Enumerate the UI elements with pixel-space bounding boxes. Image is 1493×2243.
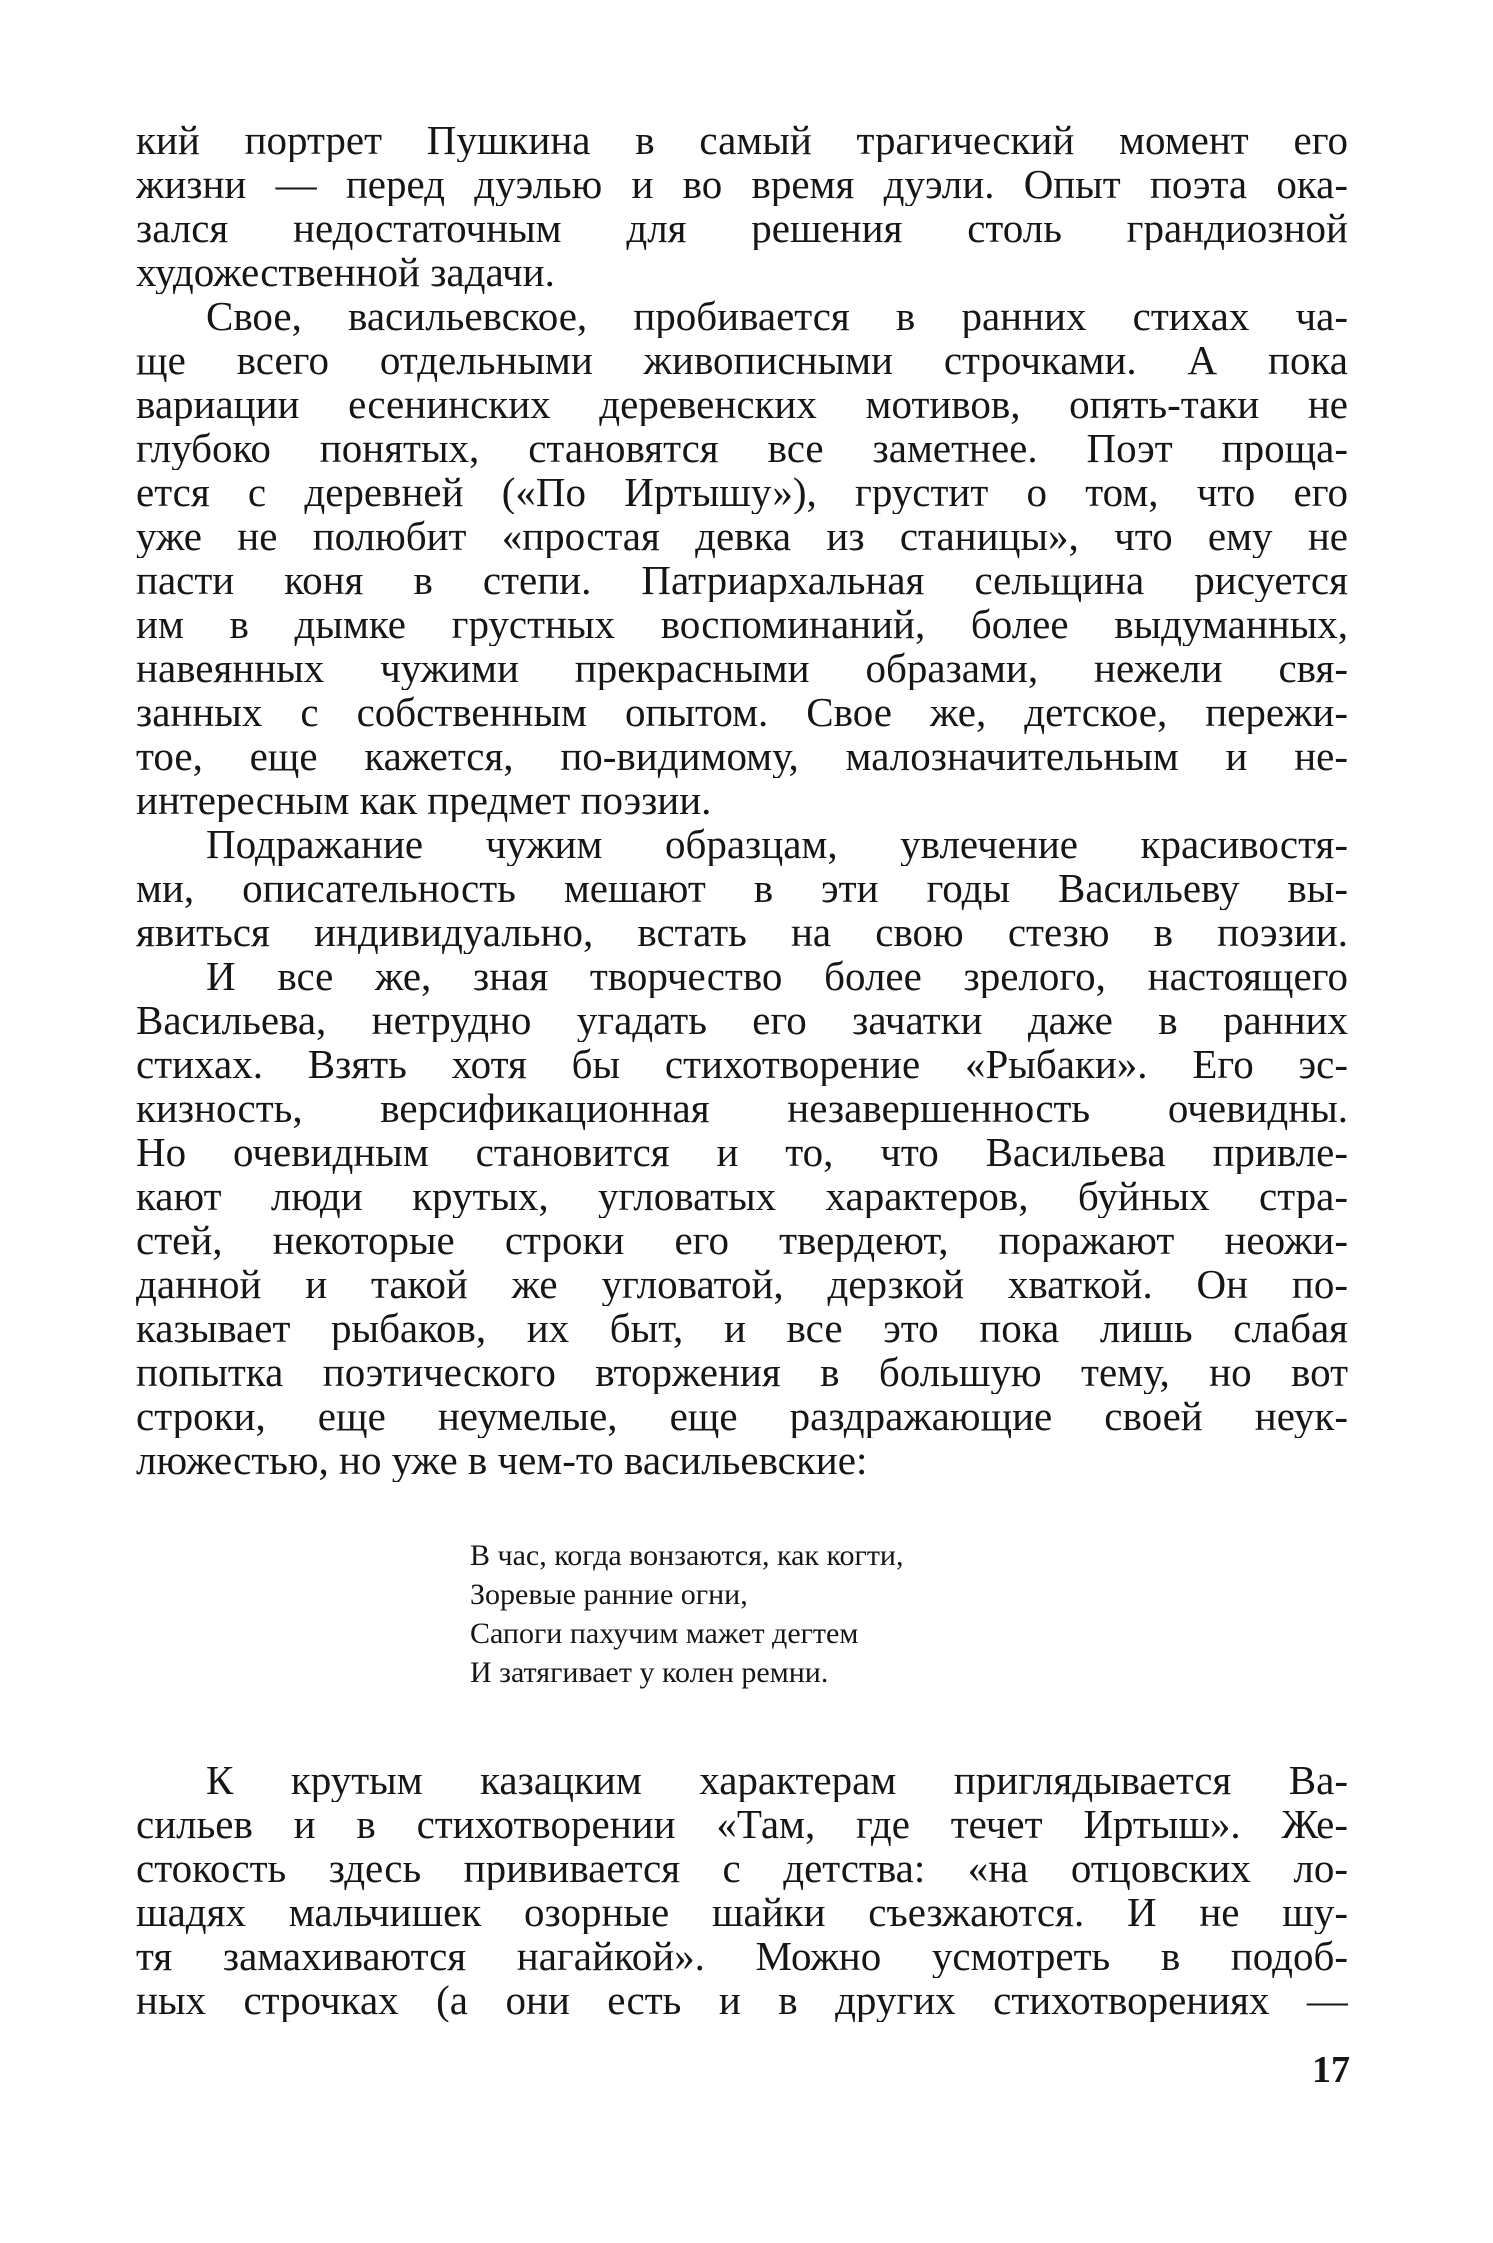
text-line: Васильева, нетрудно угадать его зачатки даже в ранних bbox=[136, 998, 1348, 1042]
text-line: ется с деревней («По Иртышу»), грустит о том, что его bbox=[136, 470, 1348, 514]
text-line: явиться индивидуально, встать на свою стезю в поэзии. bbox=[136, 910, 1348, 954]
text-line: шадях мальчишек озорные шайки съезжаются. И не шу- bbox=[136, 1890, 1348, 1934]
text-line: ще всего отдельными живописными строчками. А пока bbox=[136, 338, 1348, 382]
poem-quote bbox=[470, 1536, 1170, 1692]
poem-line: И затягивает у колен ремни. bbox=[470, 1656, 829, 1689]
text-line: стей, некоторые строки его твердеют, поражают неожи- bbox=[136, 1218, 1348, 1262]
text-line: стихах. Взять хотя бы стихотворение «Рыбаки». Его эс- bbox=[136, 1042, 1348, 1086]
text-line: кий портрет Пушкина в самый трагический момент его bbox=[136, 118, 1348, 162]
text-line: стокость здесь прививается с детства: «на отцовских ло- bbox=[136, 1846, 1348, 1890]
text-line: им в дымке грустных воспоминаний, более выдуманных, bbox=[136, 602, 1348, 646]
text-line: навеянных чужими прекрасными образами, нежели свя- bbox=[136, 646, 1348, 690]
text-line: кают люди крутых, угловатых характеров, буйных стра- bbox=[136, 1174, 1348, 1218]
text-line: ми, описательность мешают в эти годы Васильеву вы- bbox=[136, 866, 1348, 910]
text-line: кизность, версификационная незавершенность очевидны. bbox=[136, 1086, 1348, 1130]
text-line: уже не полюбит «простая девка из станицы», что ему не bbox=[136, 514, 1348, 558]
text-line: вариации есенинских деревенских мотивов, опять-таки не bbox=[136, 382, 1348, 426]
text-line: тое, еще кажется, по-видимому, малозначительным и не- bbox=[136, 734, 1348, 778]
text-line: интересным как предмет поэзии. bbox=[136, 778, 712, 822]
poem-line: Зоревые ранние огни, bbox=[470, 1578, 748, 1611]
main-text-block bbox=[136, 118, 1348, 1482]
text-line: ных строчках (а они есть и в других стихотворениях — bbox=[136, 1978, 1348, 2022]
text-line: художественной задачи. bbox=[136, 250, 555, 294]
paragraph-start-line: К крутым казацким характерам приглядывается Ва- bbox=[206, 1758, 1348, 1802]
text-line: строки, еще неумелые, еще раздражающие своей неук- bbox=[136, 1394, 1348, 1438]
poem-line: В час, когда вонзаются, как когти, bbox=[470, 1539, 904, 1572]
text-line: люжестью, но уже в чем-то васильевские: bbox=[136, 1438, 868, 1482]
text-line: пасти коня в степи. Патриархальная сельщина рисуется bbox=[136, 558, 1348, 602]
text-line: данной и такой же угловатой, дерзкой хваткой. Он по- bbox=[136, 1262, 1348, 1306]
paragraph-start-line: И все же, зная творчество более зрелого, настоящего bbox=[206, 954, 1348, 998]
text-line: занных с собственным опытом. Свое же, детское, пережи- bbox=[136, 690, 1348, 734]
paragraph-start-line: Подражание чужим образцам, увлечение красивостя- bbox=[206, 822, 1348, 866]
text-line: жизни — перед дуэлью и во время дуэли. Опыт поэта ока- bbox=[136, 162, 1348, 206]
text-line: глубоко понятых, становятся все заметнее. Поэт проща- bbox=[136, 426, 1348, 470]
poem-line: Сапоги пахучим мажет дегтем bbox=[470, 1617, 859, 1650]
text-line: тя замахиваются нагайкой». Можно усмотреть в подоб- bbox=[136, 1934, 1348, 1978]
paragraph-start-line: Свое, васильевское, пробивается в ранних стихах ча- bbox=[206, 294, 1348, 338]
closing-text-block bbox=[136, 1758, 1348, 2022]
text-line: зался недостаточным для решения столь грандиозной bbox=[136, 206, 1348, 250]
text-line: сильев и в стихотворении «Там, где течет Иртыш». Же- bbox=[136, 1802, 1348, 1846]
page-number: 17 bbox=[1312, 2049, 1350, 2091]
text-line: казывает рыбаков, их быт, и все это пока лишь слабая bbox=[136, 1306, 1348, 1350]
text-line: Но очевидным становится и то, что Васильева привле- bbox=[136, 1130, 1348, 1174]
text-line: попытка поэтического вторжения в большую тему, но вот bbox=[136, 1350, 1348, 1394]
